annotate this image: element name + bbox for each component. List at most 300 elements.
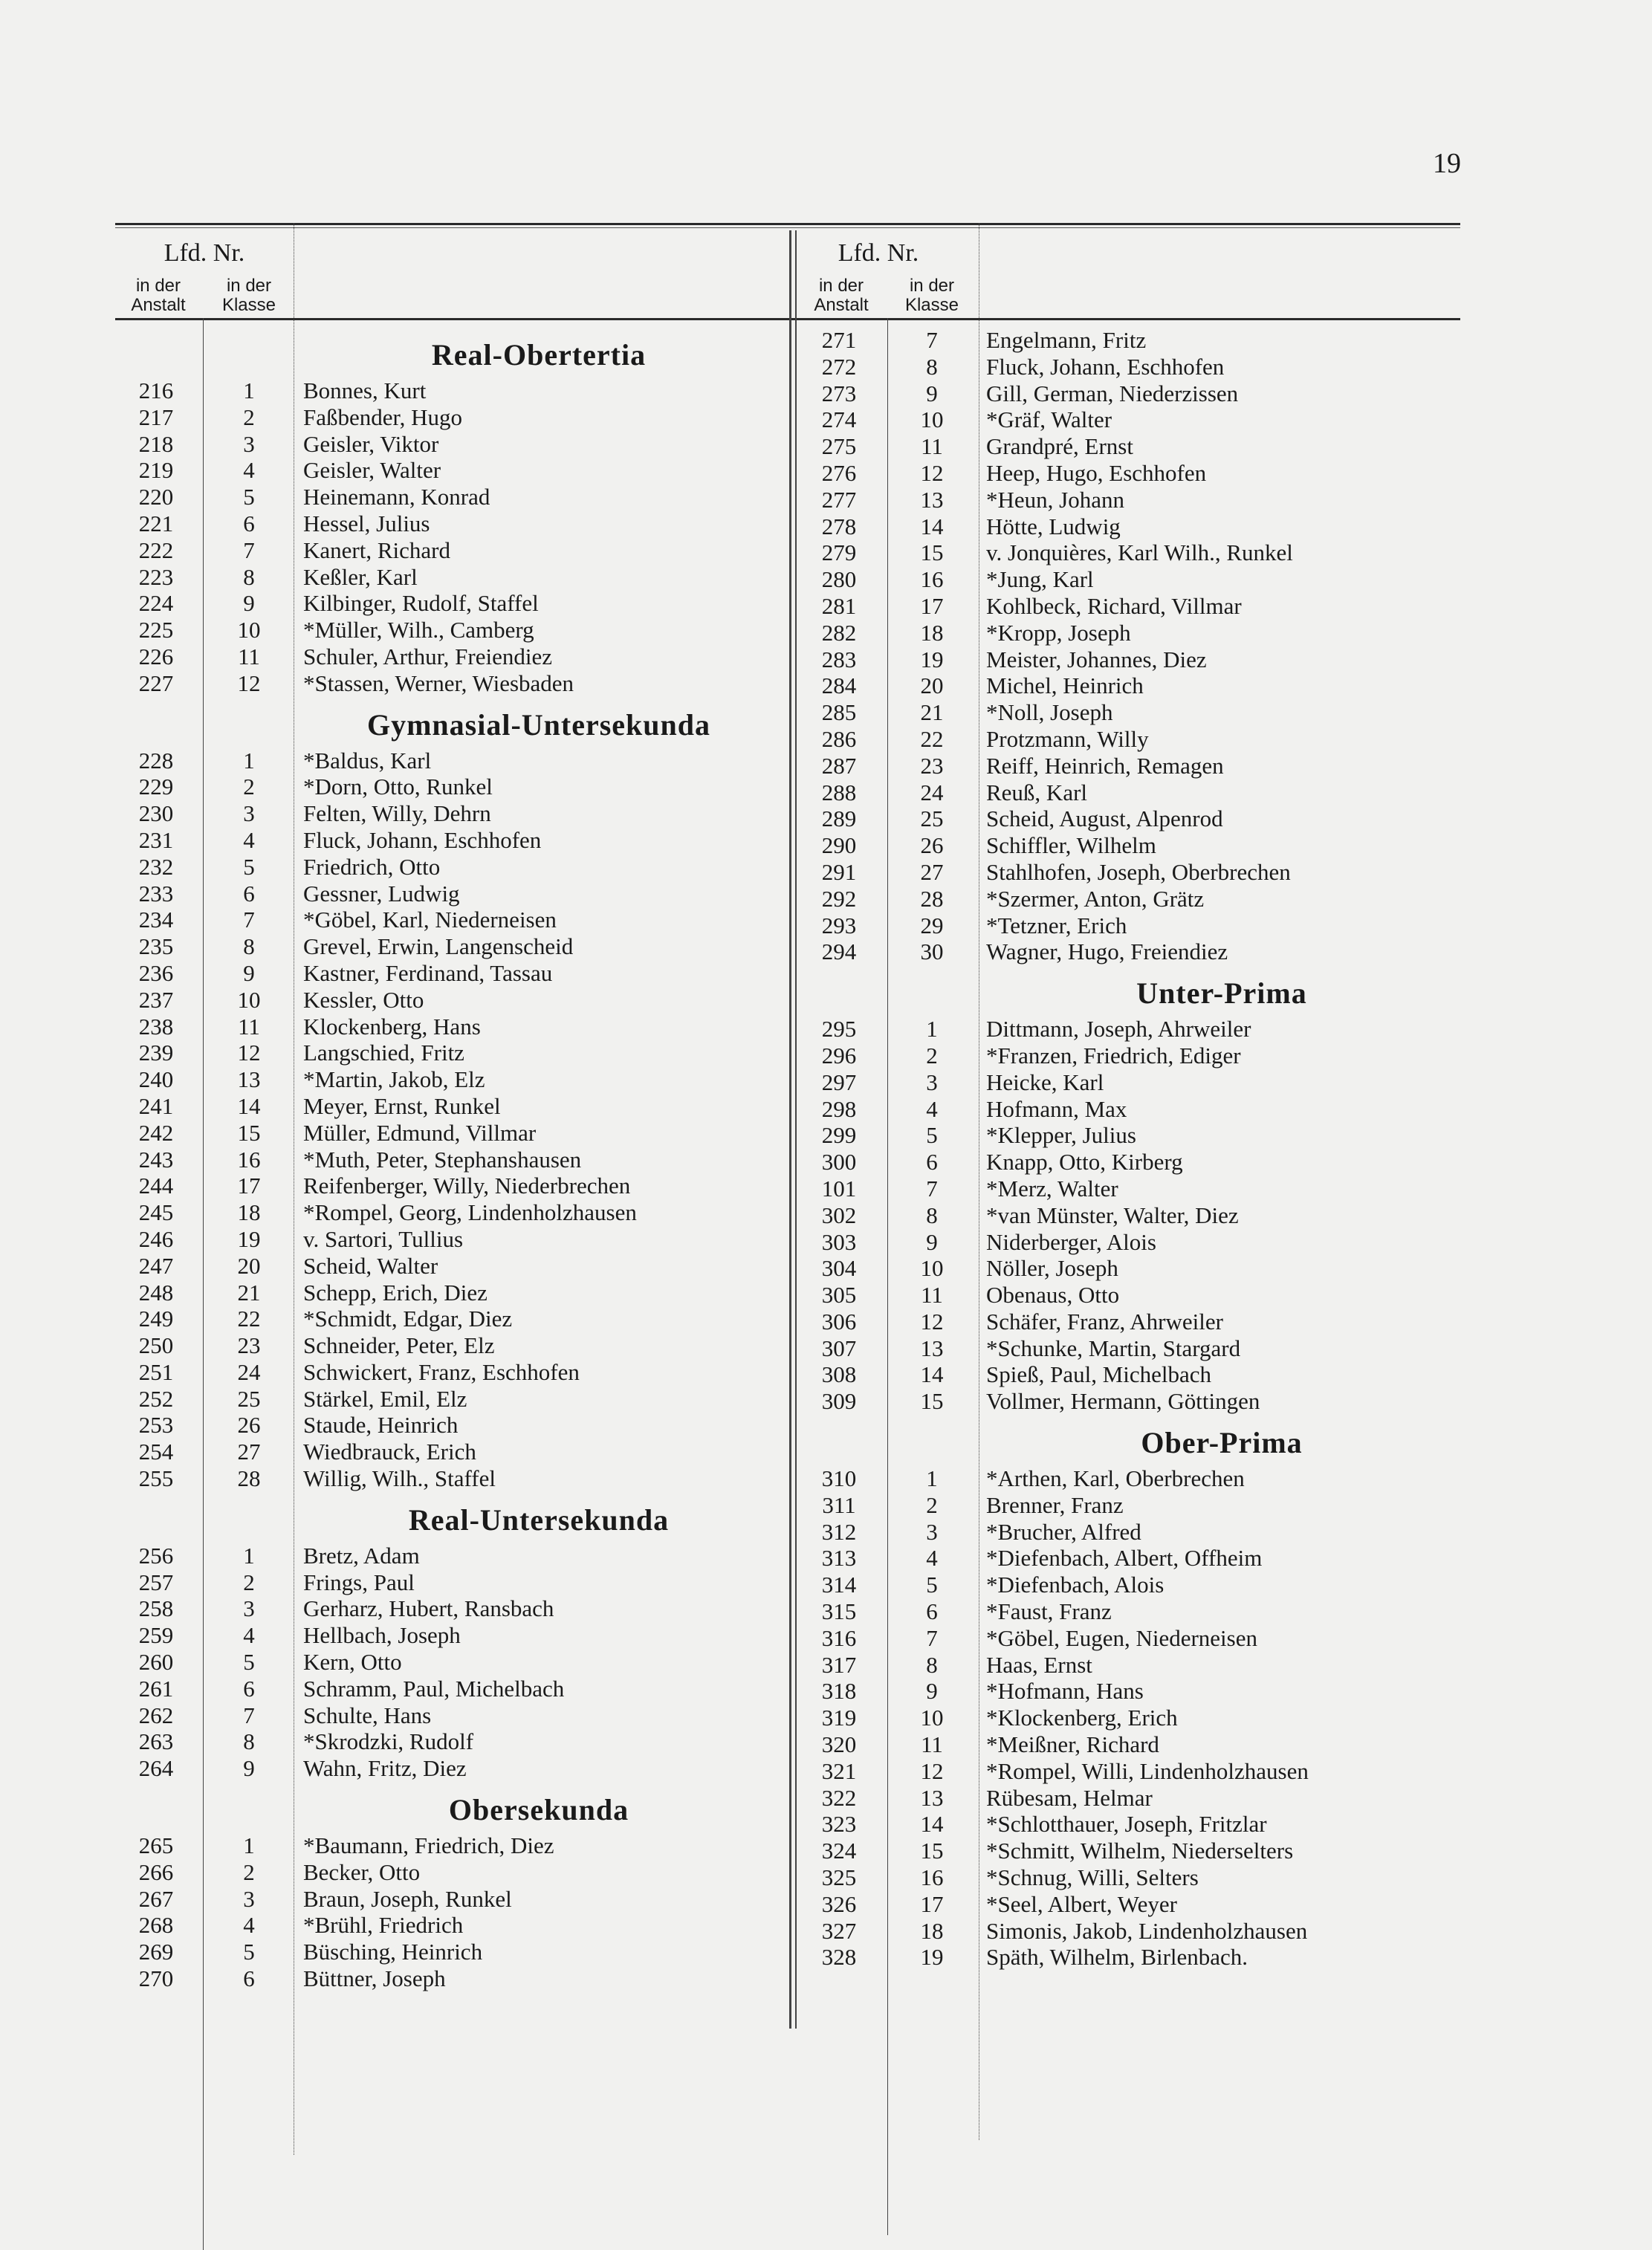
student-name: Nöller, Joseph	[986, 1255, 1118, 1282]
klasse-number: 15	[920, 1838, 944, 1864]
klasse-number: 8	[243, 1728, 255, 1755]
student-name: *Rompel, Georg, Lindenholzhausen	[303, 1199, 637, 1226]
student-name: *Martin, Jakob, Elz	[303, 1066, 485, 1093]
anstalt-number: 244	[138, 1173, 174, 1199]
klasse-number: 14	[920, 1811, 944, 1838]
klasse-number: 29	[920, 912, 944, 938]
student-name: Scheid, Walter	[303, 1252, 438, 1279]
student-name: Becker, Otto	[303, 1858, 421, 1885]
student-row	[798, 406, 1467, 433]
anstalt-number: 273	[821, 380, 857, 406]
student-row	[798, 1043, 1467, 1069]
anstalt-label-line1: in der	[818, 276, 864, 296]
student-row	[115, 1832, 784, 1859]
klasse-number: 7	[243, 907, 255, 933]
klasse-number: 21	[237, 1279, 261, 1306]
klasse-number: 5	[243, 1649, 255, 1676]
anstalt-number: 274	[821, 406, 857, 433]
student-row	[798, 1572, 1467, 1598]
anstalt-number: 281	[821, 592, 857, 619]
klasse-number: 8	[926, 1202, 938, 1228]
student-name: Dittmann, Joseph, Ahrweiler	[986, 1016, 1251, 1043]
klasse-number: 13	[920, 1784, 944, 1811]
student-row	[798, 593, 1467, 620]
student-row	[798, 1519, 1467, 1546]
klasse-number: 18	[920, 619, 944, 646]
student-row	[798, 1705, 1467, 1731]
anstalt-number: 252	[138, 1385, 174, 1412]
klasse-number: 13	[920, 486, 944, 513]
student-name: *Göbel, Eugen, Niederneisen	[986, 1624, 1257, 1651]
student-row	[115, 960, 784, 987]
klasse-number: 17	[920, 1890, 944, 1917]
klasse-number: 11	[921, 1282, 943, 1309]
klasse-number: 2	[243, 1569, 255, 1595]
student-row	[115, 1859, 784, 1886]
klasse-number: 10	[237, 617, 261, 643]
klasse-number: 5	[243, 484, 255, 510]
student-row	[798, 380, 1467, 407]
left-student-list	[115, 327, 784, 1992]
klasse-number: 6	[243, 1965, 255, 1992]
anstalt-number: 279	[821, 539, 857, 566]
klasse-number: 1	[243, 1832, 255, 1859]
student-name: *Muth, Peter, Stephanshausen	[303, 1146, 582, 1173]
student-row	[798, 566, 1467, 593]
student-name: *Heun, Johann	[986, 486, 1124, 513]
anstalt-number: 268	[138, 1912, 174, 1939]
klasse-number: 9	[243, 590, 255, 617]
klasse-number: 23	[237, 1332, 261, 1359]
anstalt-number: 275	[821, 433, 857, 460]
anstalt-number: 323	[821, 1811, 857, 1838]
student-row	[115, 1569, 784, 1596]
student-row	[115, 1412, 784, 1439]
student-name: Hötte, Ludwig	[986, 513, 1121, 539]
student-row	[798, 1758, 1467, 1785]
anstalt-number: 225	[138, 617, 174, 643]
student-name: Geisler, Viktor	[303, 430, 439, 457]
klasse-number: 10	[237, 986, 261, 1013]
student-name: Grevel, Erwin, Langenscheid	[303, 933, 574, 960]
anstalt-number: 216	[138, 377, 174, 403]
klasse-number: 17	[237, 1173, 261, 1199]
student-name: *Schmidt, Edgar, Diez	[303, 1306, 513, 1332]
student-name: Stahlhofen, Joseph, Oberbrechen	[986, 858, 1291, 885]
klasse-label-line2: Klasse	[904, 295, 959, 315]
anstalt-number: 226	[138, 643, 174, 670]
anstalt-number: 294	[821, 938, 857, 965]
anstalt-number: 218	[138, 430, 174, 457]
anstalt-number: 247	[138, 1252, 174, 1279]
student-row	[798, 460, 1467, 487]
student-name: Haas, Ernst	[986, 1651, 1092, 1678]
anstalt-number: 288	[821, 779, 857, 805]
column-header	[789, 230, 1458, 318]
anstalt-number: 321	[821, 1757, 857, 1784]
student-row	[115, 1702, 784, 1729]
student-name: Geisler, Walter	[303, 457, 441, 484]
student-row	[115, 854, 784, 881]
klasse-number: 16	[920, 1864, 944, 1891]
anstalt-number: 237	[138, 986, 174, 1013]
student-row	[798, 1176, 1467, 1202]
klasse-number: 6	[926, 1149, 938, 1176]
top-rule-thin	[115, 227, 1460, 228]
klasse-number: 12	[920, 1308, 944, 1335]
klasse-number: 5	[926, 1572, 938, 1598]
student-name: Gessner, Ludwig	[303, 880, 460, 907]
student-name: Friedrich, Otto	[303, 853, 441, 880]
klasse-number: 24	[237, 1358, 261, 1385]
student-row	[115, 590, 784, 617]
anstalt-number: 235	[138, 933, 174, 960]
student-row	[798, 1652, 1467, 1679]
student-name: Felten, Willy, Dehrn	[303, 800, 491, 827]
klasse-number: 10	[920, 1255, 944, 1282]
anstalt-number: 269	[138, 1939, 174, 1965]
klasse-number: 3	[243, 1885, 255, 1912]
student-name: *Franzen, Friedrich, Ediger	[986, 1042, 1241, 1069]
student-name: Meister, Johannes, Diez	[986, 646, 1207, 672]
student-name: Bonnes, Kurt	[303, 377, 427, 403]
student-name: Wahn, Fritz, Diez	[303, 1755, 467, 1782]
klasse-number: 2	[243, 403, 255, 430]
student-name: Spieß, Paul, Michelbach	[986, 1361, 1212, 1388]
student-name: *Schlotthauer, Joseph, Fritzlar	[986, 1811, 1267, 1838]
anstalt-number: 257	[138, 1569, 174, 1595]
student-name: *Müller, Wilh., Camberg	[303, 617, 534, 643]
anstalt-label-line1: in der	[135, 276, 181, 296]
anstalt-number: 272	[821, 353, 857, 380]
section-heading: Ober-Prima	[1141, 1426, 1303, 1460]
anstalt-number: 240	[138, 1066, 174, 1093]
anstalt-number: 282	[821, 619, 857, 646]
student-row	[115, 484, 784, 510]
anstalt-number: 263	[138, 1728, 174, 1755]
student-row	[798, 620, 1467, 646]
anstalt-number: 320	[821, 1731, 857, 1758]
anstalt-number: 245	[138, 1199, 174, 1226]
anstalt-number: 260	[138, 1649, 174, 1676]
klasse-number: 6	[243, 880, 255, 907]
student-row	[115, 1676, 784, 1702]
student-name: Wiedbrauck, Erich	[303, 1439, 476, 1465]
anstalt-number: 299	[821, 1122, 857, 1149]
student-row	[798, 1918, 1467, 1945]
klasse-number: 12	[920, 1757, 944, 1784]
student-row	[798, 327, 1467, 354]
student-name: *Rompel, Willi, Lindenholzhausen	[986, 1757, 1309, 1784]
anstalt-number: 266	[138, 1858, 174, 1885]
klasse-number: 18	[920, 1917, 944, 1944]
student-name: *Meißner, Richard	[986, 1731, 1159, 1758]
student-name: *Faust, Franz	[986, 1598, 1112, 1625]
student-row	[798, 354, 1467, 380]
klasse-label	[206, 276, 292, 315]
anstalt-number: 271	[821, 327, 857, 353]
student-name: Heinemann, Konrad	[303, 484, 490, 510]
student-name: *Arthen, Karl, Oberbrechen	[986, 1465, 1245, 1492]
student-name: Langschied, Fritz	[303, 1040, 464, 1066]
klasse-number: 16	[237, 1146, 261, 1173]
student-row	[798, 1678, 1467, 1705]
student-name: Fluck, Johann, Eschhofen	[986, 353, 1225, 380]
klasse-number: 22	[237, 1306, 261, 1332]
klasse-number: 18	[237, 1199, 261, 1226]
student-name: Kilbinger, Rudolf, Staffel	[303, 590, 539, 617]
klasse-number: 9	[926, 1228, 938, 1255]
anstalt-number: 283	[821, 646, 857, 672]
klasse-number: 13	[237, 1066, 261, 1093]
student-row	[798, 1625, 1467, 1652]
anstalt-number: 289	[821, 805, 857, 832]
anstalt-label	[798, 276, 884, 315]
klasse-number: 3	[926, 1518, 938, 1545]
klasse-number: 19	[920, 1944, 944, 1971]
student-row	[798, 938, 1467, 965]
student-name: Schiffler, Wilhelm	[986, 832, 1156, 859]
lfd-nr-label: Lfd. Nr.	[163, 239, 245, 267]
anstalt-label-line2: Anstalt	[814, 295, 869, 315]
anstalt-number: 318	[821, 1678, 857, 1705]
klasse-number: 2	[243, 1858, 255, 1885]
klasse-number: 28	[237, 1465, 261, 1492]
student-row	[798, 1944, 1467, 1971]
klasse-number: 4	[243, 1912, 255, 1939]
anstalt-number: 249	[138, 1306, 174, 1332]
klasse-number: 25	[920, 805, 944, 832]
student-name: Reiff, Heinrich, Remagen	[986, 752, 1224, 779]
anstalt-number: 224	[138, 590, 174, 617]
student-row	[115, 1965, 784, 1992]
student-row	[798, 672, 1467, 699]
student-name: Meyer, Ernst, Runkel	[303, 1092, 501, 1119]
student-row	[115, 1173, 784, 1199]
anstalt-number: 308	[821, 1361, 857, 1388]
anstalt-number: 259	[138, 1622, 174, 1649]
student-row	[798, 1361, 1467, 1388]
student-row	[115, 457, 784, 484]
klasse-number: 26	[237, 1412, 261, 1439]
klasse-number: 17	[920, 592, 944, 619]
student-row	[115, 1649, 784, 1676]
student-row	[115, 1886, 784, 1913]
right-column	[789, 230, 1458, 1971]
student-row	[798, 832, 1467, 859]
student-row	[115, 1939, 784, 1965]
student-row	[115, 1120, 784, 1147]
anstalt-number: 262	[138, 1702, 174, 1728]
student-name: Reuß, Karl	[986, 779, 1088, 805]
student-row	[798, 1016, 1467, 1043]
anstalt-number: 325	[821, 1864, 857, 1891]
klasse-number: 9	[926, 380, 938, 406]
klasse-number: 7	[926, 327, 938, 353]
anstalt-number: 305	[821, 1282, 857, 1309]
student-row	[115, 1439, 784, 1465]
student-row	[798, 1598, 1467, 1625]
student-row	[115, 537, 784, 564]
anstalt-number: 243	[138, 1146, 174, 1173]
klasse-label-line1: in der	[909, 276, 955, 296]
klasse-number: 13	[920, 1335, 944, 1361]
student-name: *Brühl, Friedrich	[303, 1912, 464, 1939]
anstalt-number: 253	[138, 1412, 174, 1439]
student-name: Braun, Joseph, Runkel	[303, 1885, 512, 1912]
student-row	[798, 1229, 1467, 1256]
student-row	[115, 564, 784, 591]
anstalt-number: 270	[138, 1965, 174, 1992]
page-number: 19	[1433, 148, 1461, 179]
student-name: Späth, Wilhelm, Birlenbach.	[986, 1944, 1248, 1971]
klasse-number: 23	[920, 752, 944, 779]
klasse-number: 12	[237, 670, 261, 696]
student-name: Hellbach, Joseph	[303, 1622, 461, 1649]
student-name: Büsching, Heinrich	[303, 1939, 483, 1965]
student-name: Protzmann, Willy	[986, 725, 1149, 752]
klasse-number: 9	[243, 959, 255, 986]
klasse-number: 2	[926, 1491, 938, 1518]
student-row	[115, 1040, 784, 1066]
anstalt-number: 280	[821, 566, 857, 593]
student-row	[115, 510, 784, 537]
student-row	[798, 487, 1467, 513]
student-name: Gill, German, Niederzissen	[986, 380, 1239, 406]
student-row	[798, 1864, 1467, 1891]
student-row	[798, 1309, 1467, 1335]
student-name: Schulte, Hans	[303, 1702, 432, 1728]
klasse-number: 10	[920, 406, 944, 433]
student-row	[798, 805, 1467, 832]
student-row	[798, 1838, 1467, 1864]
student-name: Bretz, Adam	[303, 1542, 420, 1569]
anstalt-number: 228	[138, 747, 174, 774]
student-name: *Schmitt, Wilhelm, Niederselters	[986, 1838, 1294, 1864]
anstalt-number: 326	[821, 1890, 857, 1917]
student-name: Keßler, Karl	[303, 563, 418, 590]
student-name: Obenaus, Otto	[986, 1282, 1120, 1309]
anstalt-number: 322	[821, 1784, 857, 1811]
klasse-number: 3	[243, 800, 255, 827]
student-name: Fluck, Johann, Eschhofen	[303, 826, 542, 853]
anstalt-number: 293	[821, 912, 857, 938]
student-row	[115, 1280, 784, 1306]
student-name: v. Jonquières, Karl Wilh., Runkel	[986, 539, 1293, 566]
anstalt-number: 324	[821, 1838, 857, 1864]
student-name: Schepp, Erich, Diez	[303, 1279, 487, 1306]
klasse-number: 1	[243, 747, 255, 774]
left-column	[115, 230, 784, 1992]
student-name: *Jung, Karl	[986, 566, 1094, 593]
student-row	[115, 1199, 784, 1226]
anstalt-number: 300	[821, 1149, 857, 1176]
student-name: Müller, Edmund, Villmar	[303, 1119, 537, 1146]
anstalt-number: 316	[821, 1624, 857, 1651]
klasse-number: 21	[920, 699, 944, 726]
anstalt-number: 298	[821, 1095, 857, 1122]
anstalt-label-line2: Anstalt	[131, 295, 186, 315]
klasse-number: 1	[926, 1016, 938, 1043]
student-row	[798, 912, 1467, 939]
student-row	[115, 827, 784, 854]
student-row	[798, 1282, 1467, 1309]
klasse-number: 19	[237, 1225, 261, 1252]
student-row	[115, 881, 784, 907]
anstalt-number: 327	[821, 1917, 857, 1944]
anstalt-number: 314	[821, 1572, 857, 1598]
student-name: v. Sartori, Tullius	[303, 1225, 464, 1252]
student-row	[115, 1595, 784, 1622]
klasse-number: 8	[243, 933, 255, 960]
anstalt-number: 250	[138, 1332, 174, 1359]
student-name: *Merz, Walter	[986, 1175, 1118, 1202]
student-row	[115, 1728, 784, 1755]
section-heading: Gymnasial-Untersekunda	[366, 707, 711, 742]
student-row	[115, 1622, 784, 1649]
klasse-number: 1	[243, 1542, 255, 1569]
anstalt-number: 242	[138, 1119, 174, 1146]
anstalt-number: 328	[821, 1944, 857, 1971]
anstalt-number: 239	[138, 1040, 174, 1066]
student-name: Schramm, Paul, Michelbach	[303, 1675, 565, 1702]
student-row	[798, 1811, 1467, 1838]
student-name: Hofmann, Max	[986, 1095, 1127, 1122]
student-name: *Baumann, Friedrich, Diez	[303, 1832, 554, 1859]
anstalt-number: 248	[138, 1279, 174, 1306]
anstalt-number: 233	[138, 880, 174, 907]
student-name: Kohlbeck, Richard, Villmar	[986, 592, 1242, 619]
klasse-number: 11	[238, 1013, 260, 1040]
student-row	[115, 1465, 784, 1492]
klasse-number: 8	[243, 563, 255, 590]
student-name: *Seel, Albert, Weyer	[986, 1890, 1177, 1917]
student-row	[115, 1386, 784, 1413]
klasse-number: 25	[237, 1385, 261, 1412]
student-row	[115, 1093, 784, 1120]
anstalt-number: 285	[821, 699, 857, 726]
anstalt-number: 302	[821, 1202, 857, 1228]
klasse-number: 1	[243, 377, 255, 403]
student-row	[115, 907, 784, 933]
lfd-nr-label: Lfd. Nr.	[838, 239, 919, 267]
student-row	[115, 670, 784, 697]
anstalt-number: 265	[138, 1832, 174, 1859]
student-name: *Baldus, Karl	[303, 747, 432, 774]
klasse-number: 15	[920, 1388, 944, 1415]
klasse-number: 3	[926, 1069, 938, 1095]
student-name: *Schunke, Martin, Stargard	[986, 1335, 1241, 1361]
klasse-number: 10	[920, 1705, 944, 1731]
student-name: *Noll, Joseph	[986, 699, 1113, 726]
student-row	[115, 1359, 784, 1386]
student-name: Gerharz, Hubert, Ransbach	[303, 1595, 554, 1622]
student-name: *Gräf, Walter	[986, 406, 1112, 433]
anstalt-number: 234	[138, 907, 174, 933]
student-name: Scheid, August, Alpenrod	[986, 805, 1223, 832]
klasse-number: 6	[243, 1675, 255, 1702]
anstalt-number: 315	[821, 1598, 857, 1625]
student-name: *Stassen, Werner, Wiesbaden	[303, 670, 574, 696]
anstalt-number: 221	[138, 510, 174, 536]
student-row	[798, 646, 1467, 673]
klasse-number: 16	[920, 566, 944, 593]
klasse-number: 7	[243, 536, 255, 563]
student-name: Niderberger, Alois	[986, 1228, 1156, 1255]
anstalt-number: 278	[821, 513, 857, 539]
anstalt-number: 291	[821, 858, 857, 885]
student-row	[798, 1465, 1467, 1492]
